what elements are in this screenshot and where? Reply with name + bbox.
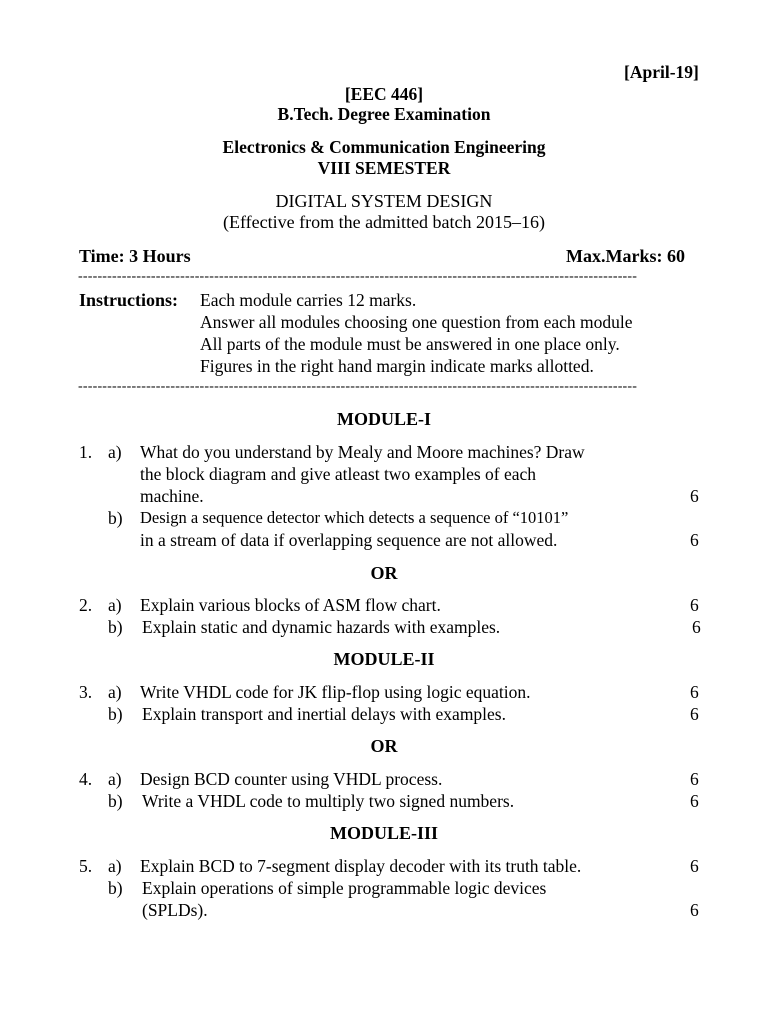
module-1-title: MODULE-I xyxy=(337,409,431,429)
part-label: a) xyxy=(108,442,122,462)
question-text: What do you understand by Mealy and Moore machines? Draw xyxy=(140,442,585,462)
instruction-line: All parts of the module must be answered in one place only. xyxy=(200,334,620,354)
branch-title: Electronics & Communication Engineering xyxy=(222,137,546,157)
marks-value: 6 xyxy=(690,595,699,615)
question-text: in a stream of data if overlapping sequence are not allowed. xyxy=(140,530,558,550)
part-label: b) xyxy=(108,508,123,528)
exam-title: B.Tech. Degree Examination xyxy=(277,104,491,124)
part-label: a) xyxy=(108,595,122,615)
or-divider: OR xyxy=(370,563,398,583)
question-text: the block diagram and give atleast two examples of each xyxy=(140,464,537,484)
question-text: Explain transport and inertial delays with examples. xyxy=(142,704,506,724)
separator-bottom: ------------------------------------------------------------------------------------------------------------------- xyxy=(78,380,638,394)
question-text: Explain various blocks of ASM flow chart. xyxy=(140,595,441,615)
question-text: Design BCD counter using VHDL process. xyxy=(140,769,443,789)
marks-value: 6 xyxy=(690,486,699,506)
question-text: Write VHDL code for JK flip-flop using logic equation. xyxy=(140,682,531,702)
instruction-line: Answer all modules choosing one question from each module xyxy=(200,312,633,332)
part-label: a) xyxy=(108,856,122,876)
marks-value: 6 xyxy=(690,682,699,702)
part-label: b) xyxy=(108,791,123,811)
instructions-label: Instructions: xyxy=(79,290,179,310)
marks-value: 6 xyxy=(690,856,699,876)
marks-value: 6 xyxy=(690,769,699,789)
module-2-title: MODULE-II xyxy=(333,649,435,669)
course-code: [EEC 446] xyxy=(344,84,424,104)
question-number: 4. xyxy=(79,769,93,789)
question-text: Explain BCD to 7-segment display decoder with its truth table. xyxy=(140,856,582,876)
part-label: a) xyxy=(108,769,122,789)
marks-value: 6 xyxy=(690,791,699,811)
semester-title: VIII SEMESTER xyxy=(317,158,451,178)
separator-top: ------------------------------------------------------------------------------------------------------------------- xyxy=(78,270,638,284)
part-label: b) xyxy=(108,704,123,724)
instruction-line: Each module carries 12 marks. xyxy=(200,290,417,310)
time-label: Time: 3 Hours xyxy=(79,246,191,266)
part-label: a) xyxy=(108,682,122,702)
max-marks-label: Max.Marks: 60 xyxy=(566,246,685,266)
module-3-title: MODULE-III xyxy=(329,823,438,843)
question-number: 3. xyxy=(79,682,93,702)
question-text: Design a sequence detector which detects a sequence of “10101” xyxy=(140,508,569,527)
question-text: Explain operations of simple programmable logic devices xyxy=(142,878,547,898)
question-number: 1. xyxy=(79,442,93,462)
marks-value: 6 xyxy=(692,617,701,637)
or-divider: OR xyxy=(370,736,398,756)
part-label: b) xyxy=(108,617,123,637)
subject-title: DIGITAL SYSTEM DESIGN xyxy=(275,191,493,211)
question-text: (SPLDs). xyxy=(142,900,208,920)
part-label: b) xyxy=(108,878,123,898)
instruction-line: Figures in the right hand margin indicate marks allotted. xyxy=(200,356,594,376)
question-number: 5. xyxy=(79,856,93,876)
marks-value: 6 xyxy=(690,530,699,550)
question-text: Write a VHDL code to multiply two signed numbers. xyxy=(142,791,515,811)
exam-date: [April-19] xyxy=(624,62,699,82)
marks-value: 6 xyxy=(690,900,699,920)
question-text: Explain static and dynamic hazards with examples. xyxy=(142,617,501,637)
marks-value: 6 xyxy=(690,704,699,724)
effective-note: (Effective from the admitted batch 2015–16) xyxy=(222,212,546,232)
question-number: 2. xyxy=(79,595,93,615)
question-text: machine. xyxy=(140,486,204,506)
